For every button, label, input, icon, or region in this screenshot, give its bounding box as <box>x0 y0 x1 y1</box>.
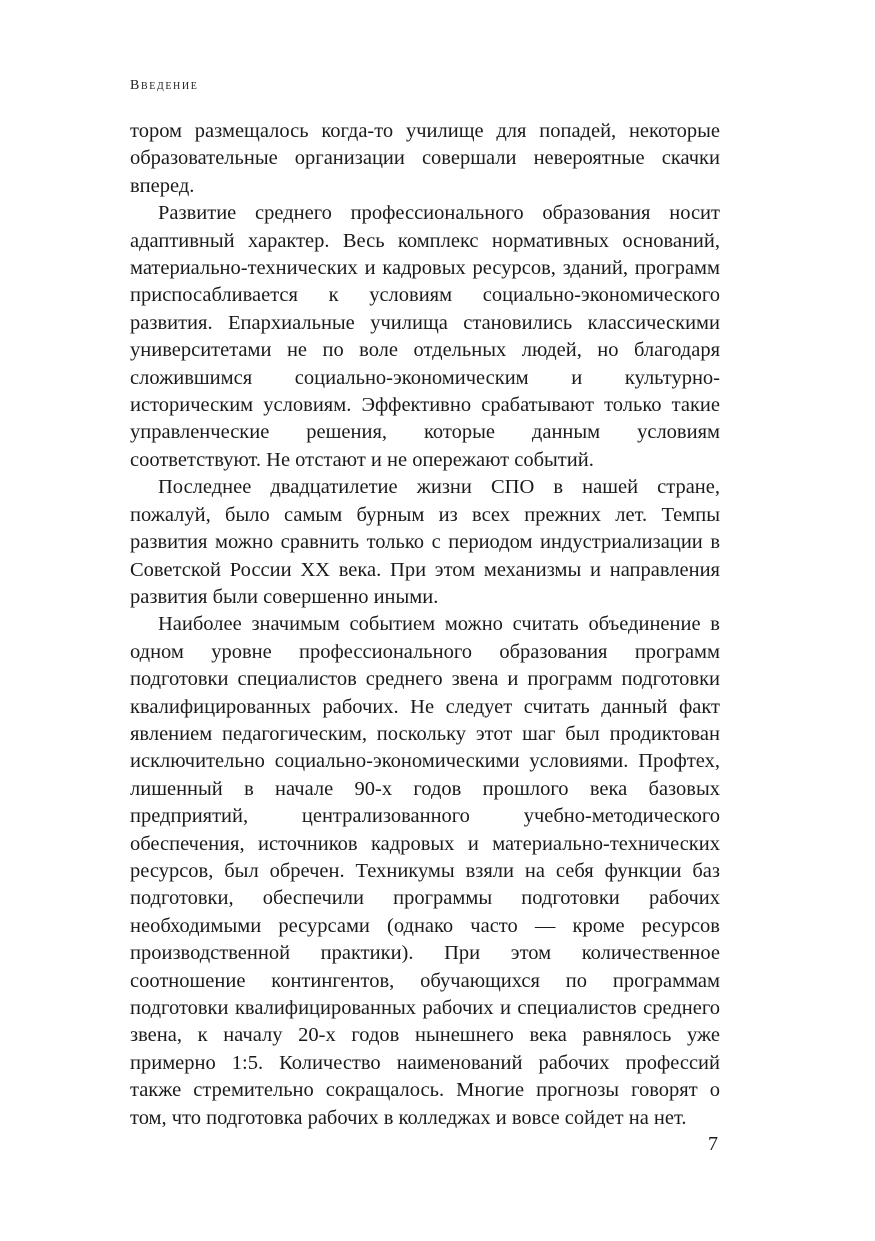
paragraph: тором размещалось когда-то училище для попадей, некоторые образовательные организации совершали невероятные скачки вперед. <box>130 120 720 197</box>
body-text <box>130 118 720 1132</box>
paragraph: Последнее двадцатилетие жизни СПО в нашей стране, пожалуй, было самым бурным из всех прежних лет. Темпы развития можно сравнить только с периодом индустриализации в Советской России XX века. При этом механизмы и направления развития были совершенно иными. <box>130 476 720 608</box>
paragraph: Наиболее значимым событием можно считать объединение в одном уровне профессионального образования программ подготовки специалистов среднего звена и программ подготовки квалифицированных рабочих. Не следует считать данный факт явлением педагогическим, поскольку этот шаг был продиктован исключительно социально-экономическими условиями. Профтех, лишенный в начале 90-х годов прошлого века базовых предприятий, централизованного учебно-методического обеспечения, источников кадровых и материально-технических ресурсов, был обречен. Техникумы взяли на себя функции баз подготовки, обеспечили программы подготовки рабочих необходимыми ресурсами (однако часто — кроме ресурсов производственной практики). При этом количественное соотношение контингентов, обучающихся по программам подготовки квалифицированных рабочих и специалистов среднего звена, к началу 20-х годов нынешнего века равнялось уже примерно 1:5. Количество наименований рабочих профессий также стремительно сокращалось. Многие прогнозы говорят о том, что подготовка рабочих в колледжах и вовсе сойдет на нет. <box>130 613 720 1129</box>
running-header: Введение <box>130 78 199 93</box>
paragraph: Развитие среднего профессионального образования носит адаптивный характер. Весь комплекс нормативных оснований, материально-технических и кадровых ресурсов, зданий, программ приспосабливается к условиям социально-экономического развития. Епархиальные училища становились классическими университетами не по воле отдельных людей, но благодаря сложившимся социально-экономическим и культурно-историческим условиям. Эффективно срабатывают только такие управленческие решения, которые данным условиям соответствуют. Не отстают и не опережают событий. <box>130 202 720 471</box>
page-number: 7 <box>708 1133 718 1155</box>
